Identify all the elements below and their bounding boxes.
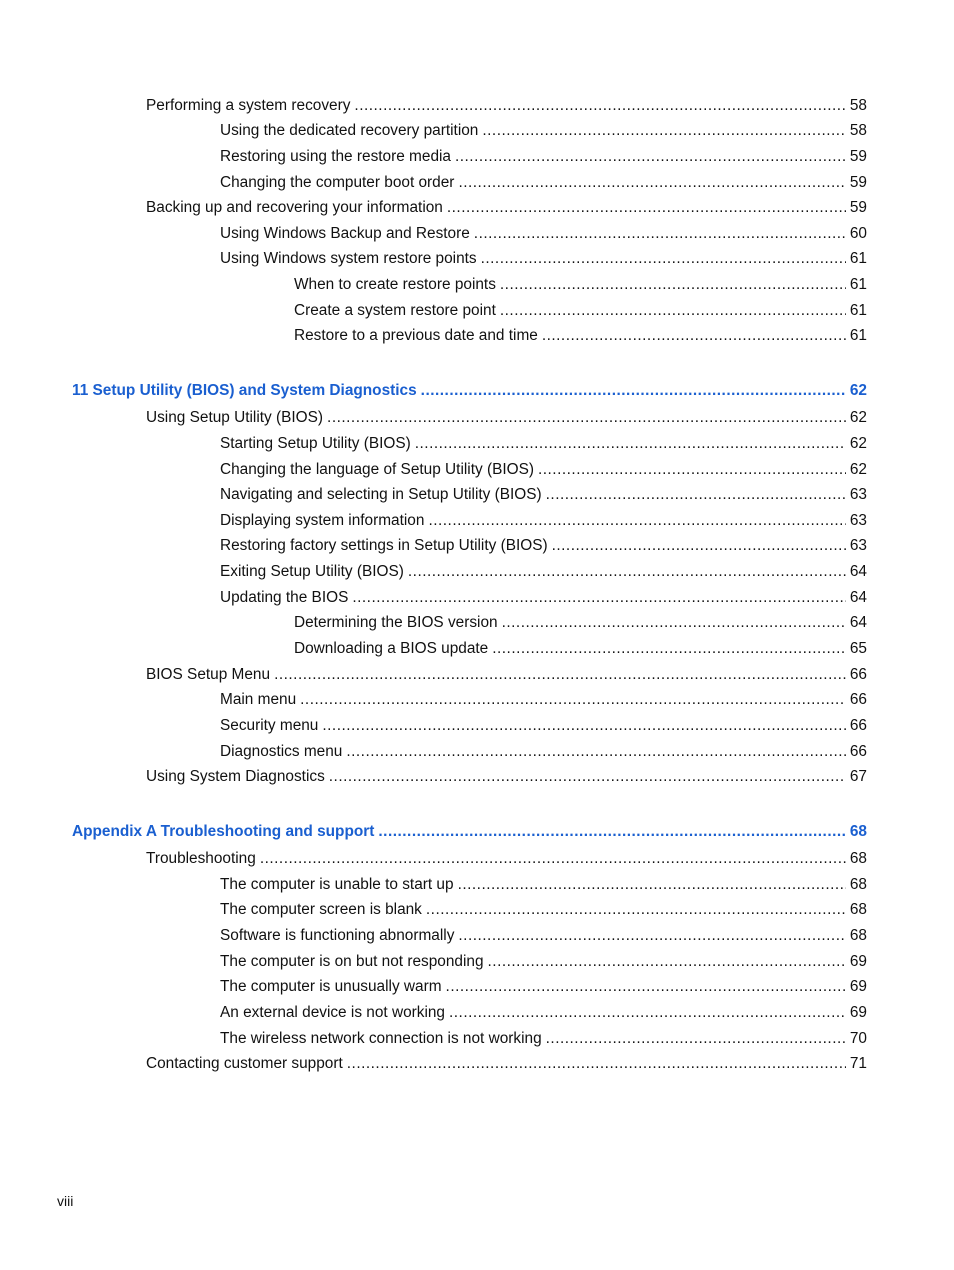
toc-entry-title: Diagnostics menu (220, 743, 343, 760)
toc-entry-title: The computer is unable to start up (220, 876, 454, 893)
toc-entry[interactable] (220, 716, 867, 736)
toc-dot-leader (481, 249, 846, 269)
toc-entry[interactable] (294, 326, 867, 346)
toc-entry-title: BIOS Setup Menu (146, 666, 271, 683)
toc-entry-page: 68 (849, 823, 867, 840)
toc-entry-page: 58 (849, 97, 867, 114)
toc-entry-page: 62 (849, 409, 867, 426)
toc-entry[interactable] (146, 767, 867, 787)
toc-dot-leader (347, 1054, 846, 1074)
toc-dot-leader (458, 875, 846, 895)
toc-entry-page: 59 (849, 199, 867, 216)
toc-entry-title: An external device is not working (220, 1004, 445, 1021)
toc-entry-title: When to create restore points (294, 276, 496, 293)
toc-entry-title: The computer is unusually warm (220, 978, 442, 995)
page-number: viii (57, 1193, 74, 1209)
toc-dot-leader (546, 1029, 846, 1049)
toc-dot-leader (449, 1003, 846, 1023)
toc-entry-title: Starting Setup Utility (BIOS) (220, 435, 411, 452)
toc-entry-title: The computer screen is blank (220, 901, 422, 918)
toc-entry-title: The wireless network connection is not working (220, 1030, 542, 1047)
toc-entry-title: Restoring using the restore media (220, 148, 451, 165)
toc-dot-leader (378, 822, 845, 842)
toc-entry[interactable] (220, 434, 867, 454)
toc-entry-page: 67 (849, 768, 867, 785)
toc-dot-leader (538, 460, 846, 480)
toc-dot-leader (346, 742, 846, 762)
toc-entry-page: 63 (849, 512, 867, 529)
toc-entry-page: 66 (849, 691, 867, 708)
toc-entry[interactable] (146, 1054, 867, 1074)
toc-entry-title: Restore to a previous date and time (294, 327, 538, 344)
toc-entry[interactable] (146, 665, 867, 685)
toc-entry-page: 62 (849, 435, 867, 452)
toc-entry[interactable] (146, 849, 867, 869)
toc-dot-leader (488, 952, 846, 972)
toc-dot-leader (546, 485, 846, 505)
toc-entry-page: 59 (849, 174, 867, 191)
toc-entry[interactable] (146, 198, 867, 218)
toc-entry[interactable] (220, 536, 867, 556)
toc-dot-leader (474, 224, 846, 244)
toc-entry-page: 62 (849, 382, 867, 399)
toc-dot-leader (421, 381, 846, 401)
toc-dot-leader (260, 849, 846, 869)
toc-entry-title: Changing the language of Setup Utility (BIOS) (220, 461, 534, 478)
toc-entry[interactable] (146, 408, 867, 428)
toc-entry-title: Create a system restore point (294, 302, 496, 319)
toc-entry-title: Appendix A Troubleshooting and support (72, 823, 375, 840)
toc-entry-title: Determining the BIOS version (294, 614, 498, 631)
toc-entry[interactable] (294, 275, 867, 295)
toc-dot-leader (415, 434, 846, 454)
toc-entry-title: Using Windows Backup and Restore (220, 225, 470, 242)
toc-entry-title: Performing a system recovery (146, 97, 351, 114)
toc-dot-leader (542, 326, 846, 346)
toc-entry[interactable] (220, 690, 867, 710)
toc-entry[interactable] (220, 926, 867, 946)
toc-entry[interactable] (220, 1029, 867, 1049)
toc-entry-page: 69 (849, 978, 867, 995)
toc-entry-page: 69 (849, 1004, 867, 1021)
toc-entry-page: 63 (849, 486, 867, 503)
toc-dot-leader (322, 716, 846, 736)
toc-entry[interactable] (294, 613, 867, 633)
toc-entry[interactable] (220, 588, 867, 608)
toc-entry[interactable] (220, 1003, 867, 1023)
toc-entry-page: 66 (849, 717, 867, 734)
toc-entry-page: 59 (849, 148, 867, 165)
toc-entry[interactable] (220, 460, 867, 480)
toc-dot-leader (502, 613, 846, 633)
toc-dot-leader (428, 511, 845, 531)
toc-entry-page: 68 (849, 876, 867, 893)
toc-entry-title: Troubleshooting (146, 850, 256, 867)
toc-entry-page: 60 (849, 225, 867, 242)
toc-dot-leader (329, 767, 846, 787)
toc-dot-leader (500, 301, 846, 321)
toc-entry[interactable] (294, 301, 867, 321)
toc-entry-title: Restoring factory settings in Setup Utility (BIOS) (220, 537, 548, 554)
toc-entry[interactable] (220, 147, 867, 167)
toc-entry-title: Using System Diagnostics (146, 768, 325, 785)
toc-dot-leader (492, 639, 846, 659)
toc-entry[interactable] (220, 224, 867, 244)
toc-entry-title: Contacting customer support (146, 1055, 343, 1072)
toc-entry-title: Exiting Setup Utility (BIOS) (220, 563, 404, 580)
toc-entry-title: Updating the BIOS (220, 589, 349, 606)
toc-dot-leader (327, 408, 846, 428)
toc-entry-title: Software is functioning abnormally (220, 927, 455, 944)
toc-dot-leader (552, 536, 846, 556)
toc-entry-title: 11 Setup Utility (BIOS) and System Diagnostics (72, 382, 417, 399)
toc-entry-page: 61 (849, 250, 867, 267)
toc-entry-page: 68 (849, 850, 867, 867)
toc-entry[interactable] (146, 96, 867, 116)
toc-dot-leader (300, 690, 846, 710)
toc-entry-page: 66 (849, 666, 867, 683)
toc-dot-leader (408, 562, 846, 582)
toc-entry-page: 58 (849, 122, 867, 139)
toc-entry-page: 65 (849, 640, 867, 657)
toc-dot-leader (274, 665, 846, 685)
toc-entry[interactable] (220, 249, 867, 269)
toc-dot-leader (352, 588, 846, 608)
toc-entry-title: Using the dedicated recovery partition (220, 122, 479, 139)
toc-entry[interactable] (220, 121, 867, 141)
toc-dot-leader (458, 173, 845, 193)
toc-dot-leader (455, 147, 846, 167)
toc-entry[interactable] (220, 173, 867, 193)
toc-entry[interactable] (220, 562, 867, 582)
toc-entry[interactable] (220, 875, 867, 895)
toc-entry-title: Changing the computer boot order (220, 174, 455, 191)
toc-entry-page: 70 (849, 1030, 867, 1047)
toc-dot-leader (426, 900, 846, 920)
toc-dot-leader (500, 275, 846, 295)
toc-entry[interactable] (220, 952, 867, 972)
toc-entry-title: Backing up and recovering your information (146, 199, 443, 216)
toc-entry[interactable] (220, 485, 867, 505)
toc-entry-page: 61 (849, 276, 867, 293)
toc-entry[interactable] (220, 742, 867, 762)
toc-entry[interactable] (220, 900, 867, 920)
toc-entry-title: Security menu (220, 717, 319, 734)
toc-entry-page: 63 (849, 537, 867, 554)
toc-entry-page: 64 (849, 589, 867, 606)
toc-entry-title: Using Setup Utility (BIOS) (146, 409, 324, 426)
toc-entry-title: Using Windows system restore points (220, 250, 477, 267)
toc-entry-page: 64 (849, 614, 867, 631)
toc-entry-page: 71 (849, 1055, 867, 1072)
toc-entry-title: Displaying system information (220, 512, 425, 529)
toc-dot-leader (354, 96, 845, 116)
toc-entry-page: 62 (849, 461, 867, 478)
toc-dot-leader (446, 977, 846, 997)
toc-entry[interactable] (220, 977, 867, 997)
toc-chapter-entry[interactable] (72, 381, 867, 401)
toc-entry[interactable] (220, 511, 867, 531)
toc-entry-page: 68 (849, 927, 867, 944)
toc-entry-title: Main menu (220, 691, 297, 708)
toc-chapter-entry[interactable] (72, 822, 867, 842)
toc-entry-page: 66 (849, 743, 867, 760)
toc-entry-page: 69 (849, 953, 867, 970)
toc-entry[interactable] (294, 639, 867, 659)
toc-entry-title: Downloading a BIOS update (294, 640, 489, 657)
toc-dot-leader (447, 198, 846, 218)
toc-entry-page: 68 (849, 901, 867, 918)
toc-dot-leader (482, 121, 846, 141)
toc-entry-title: The computer is on but not responding (220, 953, 484, 970)
toc-entry-title: Navigating and selecting in Setup Utility (BIOS) (220, 486, 542, 503)
toc-entry-page: 64 (849, 563, 867, 580)
toc-entry-page: 61 (849, 302, 867, 319)
toc-entry-page: 61 (849, 327, 867, 344)
toc-dot-leader (458, 926, 845, 946)
